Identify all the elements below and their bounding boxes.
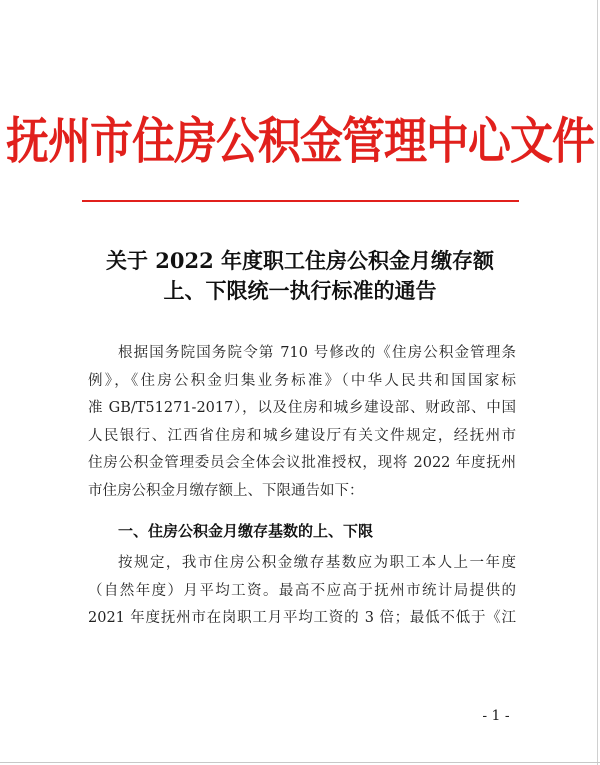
page-number	[0, 708, 600, 724]
paragraph-line: （自然年度）月平均工资。最高不应高于抚州市统计局提供的	[88, 582, 516, 599]
paragraph-line: 2021 年度抚州市在岗职工月平均工资的 3 倍；最低不低于《江	[88, 610, 516, 626]
paragraph-line: 按规定，我市住房公积金缴存基数应为职工本人上一年度	[118, 555, 516, 571]
red-divider-line	[82, 200, 519, 202]
document-title	[0, 246, 600, 306]
page-number-text: - 1 -	[482, 708, 510, 724]
paragraph-line: 根据国务院国务院令第 710 号修改的《住房公积金管理条	[118, 345, 516, 361]
org-header-title: 抚州市住房公积金管理中心文件	[6, 113, 594, 171]
page-edge-bottom	[0, 762, 600, 763]
document-title-line: 上、下限统一执行标准的通告	[163, 278, 437, 303]
paragraph-line: 住房公积金管理委员会全体会议批准授权，现将 2022 年度抚州	[88, 455, 516, 471]
paragraph-line: 例》，《住房公积金归集业务标准》（中华人民共和国国家标	[88, 372, 516, 389]
document-title-line: 关于 2022 年度职工住房公积金月缴存额	[105, 248, 495, 273]
paragraph-1	[88, 340, 516, 505]
paragraph-2	[88, 550, 516, 633]
paragraph-line: 市住房公积金月缴存额上、下限通告如下：	[88, 482, 364, 499]
paragraph-line: 准 GB/T51271-2017），以及住房和城乡建设部、财政部、中国	[88, 400, 516, 416]
section-heading: 一、住房公积金月缴存基数的上、下限	[118, 522, 374, 540]
paragraph-line: 人民银行、江西省住房和城乡建设厅有关文件规定，经抚州市	[88, 427, 516, 444]
